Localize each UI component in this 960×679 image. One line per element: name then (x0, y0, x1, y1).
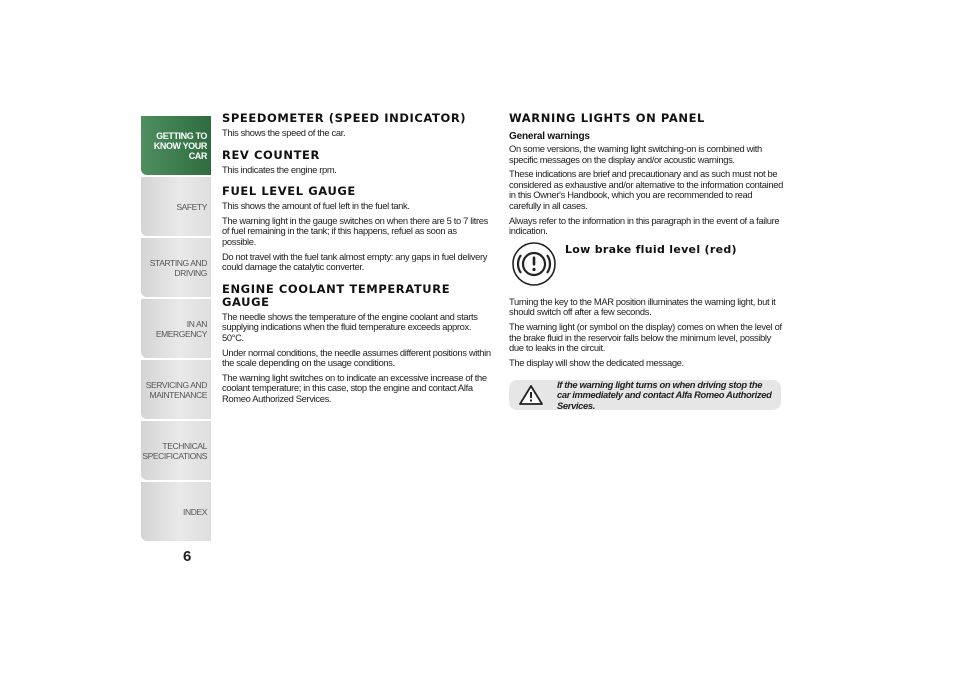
brake-fluid-text-1: Turning the key to the MAR position illuminates the warning light, but it should switch off after a few seconds. (509, 295, 776, 318)
fuel-gauge-heading: FUEL LEVEL GAUGE (222, 184, 356, 199)
rev-counter-text: This indicates the engine rpm. (222, 163, 337, 175)
general-warnings-subheading: General warnings (509, 131, 590, 142)
warning-lights-heading: WARNING LIGHTS ON PANEL (509, 111, 705, 125)
fuel-gauge-text-3: Do not travel with the fuel tank almost empty: any gaps in fuel delivery could damage the catalytic converter. (222, 250, 488, 273)
speedometer-text: This shows the speed of the car. (222, 127, 346, 138)
warning-note-text: If the warning light turns on when driving stop the car immediately and contact Alfa Romeo Authorized Services. (557, 378, 772, 411)
page-number: 6 (183, 548, 192, 565)
general-warnings-text-3: Always refer to the information in this paragraph in the event of a failure indication. (509, 214, 780, 237)
speedometer-heading: SPEEDOMETER (SPEED INDICATOR) (222, 111, 467, 125)
tab-technical-specifications[interactable]: TECHNICAL SPECIFICATIONS (141, 421, 211, 480)
tab-index[interactable]: INDEX (141, 482, 211, 541)
general-warnings-text-2: These indications are brief and precautionary and as such must not be considered as exhaustive and/or alternative to the information contained in this Owner's Handbook, which you are recommended to read carefully in all cases. (509, 168, 783, 211)
tab-getting-to-know-your-car[interactable]: GETTING TO KNOW YOUR CAR (141, 116, 211, 175)
brake-fluid-text-2: The warning light (or symbol on the display) comes on when the level of the brake fluid in the reservoir falls below the minimum level, possibly due to leaks in the circuit. (509, 320, 782, 354)
brake-fluid-text-3: The display will show the dedicated message. (509, 356, 684, 368)
warning-note (509, 380, 781, 410)
right-column (509, 112, 784, 410)
coolant-gauge-text-3: The warning light switches on to indicate an excessive increase of the coolant temperature; in this case, stop the engine and contact Alfa Romeo Authorized Services. (222, 371, 487, 404)
coolant-gauge-text-2: Under normal conditions, the needle assumes different positions within the scale depending on the usage conditions. (222, 346, 491, 369)
coolant-gauge-text-1: The needle shows the temperature of the engine coolant and starts supplying indications when the fluid temperature exceeds approx. 50°C. (222, 310, 478, 343)
fuel-gauge-text-1: This shows the amount of fuel left in the fuel tank. (222, 200, 410, 212)
coolant-gauge-heading: ENGINE COOLANT TEMPERATURE GAUGE (222, 281, 451, 309)
chapter-tabs (141, 116, 211, 543)
fuel-gauge-text-2: The warning light in the gauge switches on when there are 5 to 7 litres of fuel remaining in the tank; if this happens, refuel as soon as possible. (222, 214, 488, 247)
tab-in-an-emergency[interactable]: IN AN EMERGENCY (141, 299, 211, 358)
warning-triangle-icon (519, 385, 543, 405)
brake-warning-icon (511, 241, 557, 287)
tab-starting-and-driving[interactable]: STARTING AND DRIVING (141, 238, 211, 297)
left-column (222, 112, 492, 409)
brake-fluid-warning (509, 241, 784, 287)
tab-servicing-and-maintenance[interactable]: SERVICING AND MAINTENANCE (141, 360, 211, 419)
general-warnings-text-1: On some versions, the warning light switching-on is combined with specific messages on the display and/or acoustic warnings. (509, 143, 762, 165)
brake-fluid-heading: Low brake fluid level (red) (565, 242, 737, 256)
tab-safety[interactable]: SAFETY (141, 177, 211, 236)
rev-counter-heading: REV COUNTER (222, 147, 320, 162)
